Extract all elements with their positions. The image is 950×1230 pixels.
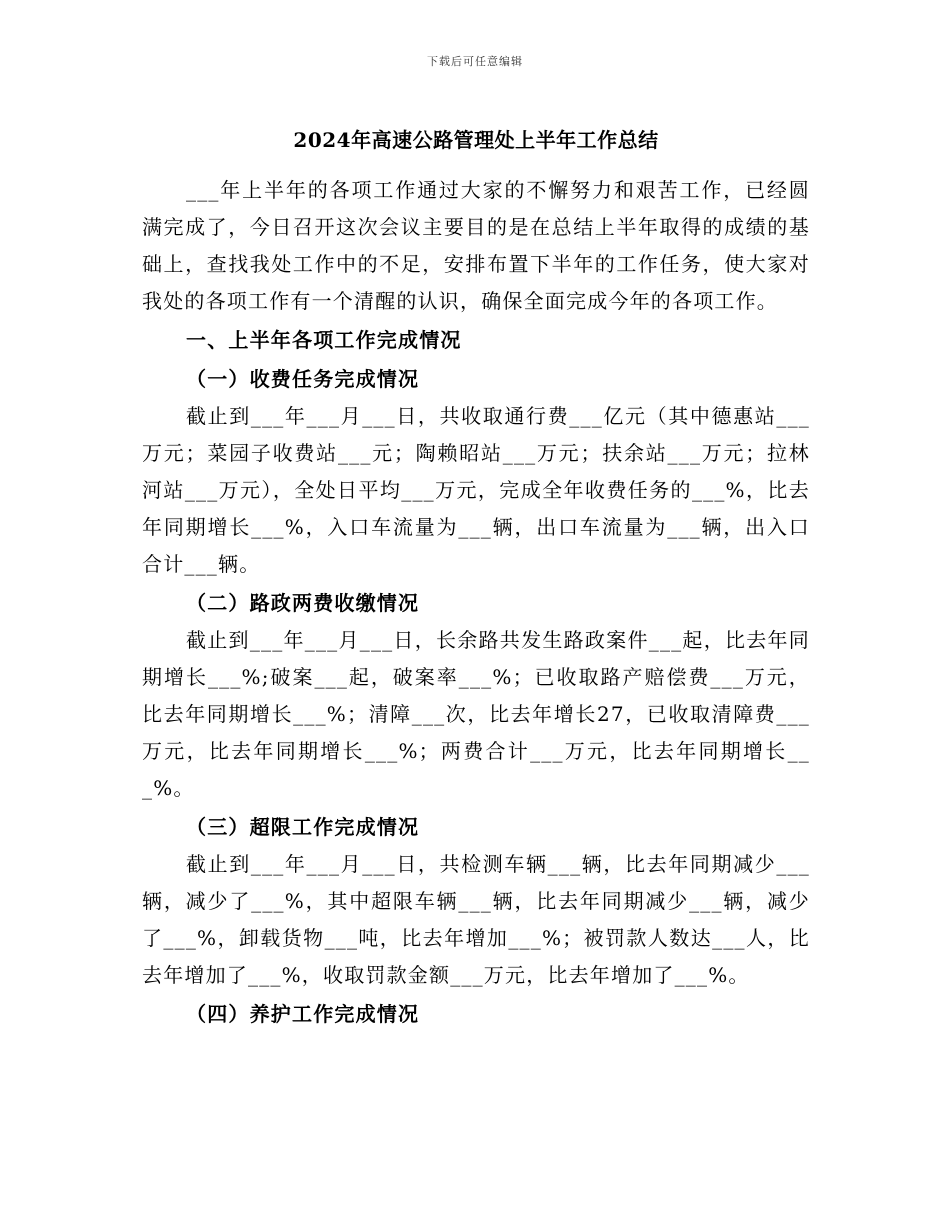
intro-paragraph: ___年上半年的各项工作通过大家的不懈努力和艰苦工作，已经圆满完成了，今日召开这次会议主要目的是在总结上半年取得的成绩的基础上，查找我处工作中的不足，安排布置下半年的工作任务，使大家对我处的各项工作有一个清醒的认识，确保全面完成今年的各项工作。 bbox=[142, 178, 810, 313]
subsection-paragraph-2: 截止到___年___月___日，长余路共发生路政案件___起，比去年同期增长___%;破案___起，破案率___%；已收取路产赔偿费___万元，比去年同期增长___%；清障___次，比去年增长27，已收取清障费___万元，比去年同期增长___%；两费合计___万元，比去年同期增长___%。 bbox=[142, 628, 810, 800]
page-header-note: 下载后可任意编辑 bbox=[427, 55, 523, 68]
subsection-heading-1: （一）收费任务完成情况 bbox=[186, 367, 420, 391]
document-title: 2024年高速公路管理处上半年工作总结 bbox=[293, 128, 659, 152]
subsection-heading-4: （四）养护工作完成情况 bbox=[186, 1002, 420, 1026]
subsection-heading-3: （三）超限工作完成情况 bbox=[186, 815, 420, 839]
subsection-heading-2: （二）路政两费收缴情况 bbox=[186, 591, 420, 615]
subsection-paragraph-1: 截止到___年___月___日，共收取通行费___亿元（其中德惠站___万元；菜园子收费站___元；陶赖昭站___万元；扶余站___万元；拉林河站___万元），全处日平均___万元，完成全年收费任务的___%，比去年同期增长___%，入口车流量为___辆，出口车流量为___辆，出入口合计___辆。 bbox=[142, 404, 810, 576]
document-body bbox=[142, 126, 810, 1033]
section-heading-1: 一、上半年各项工作完成情况 bbox=[186, 328, 462, 352]
subsection-paragraph-3: 截止到___年___月___日，共检测车辆___辆，比去年同期减少___辆，减少了___%，其中超限车辆___辆，比去年同期减少___辆，减少了___%，卸载货物___吨，比去年增加___%；被罚款人数达___人，比去年增加了___%，收取罚款金额___万元，比去年增加了___%。 bbox=[142, 852, 810, 987]
